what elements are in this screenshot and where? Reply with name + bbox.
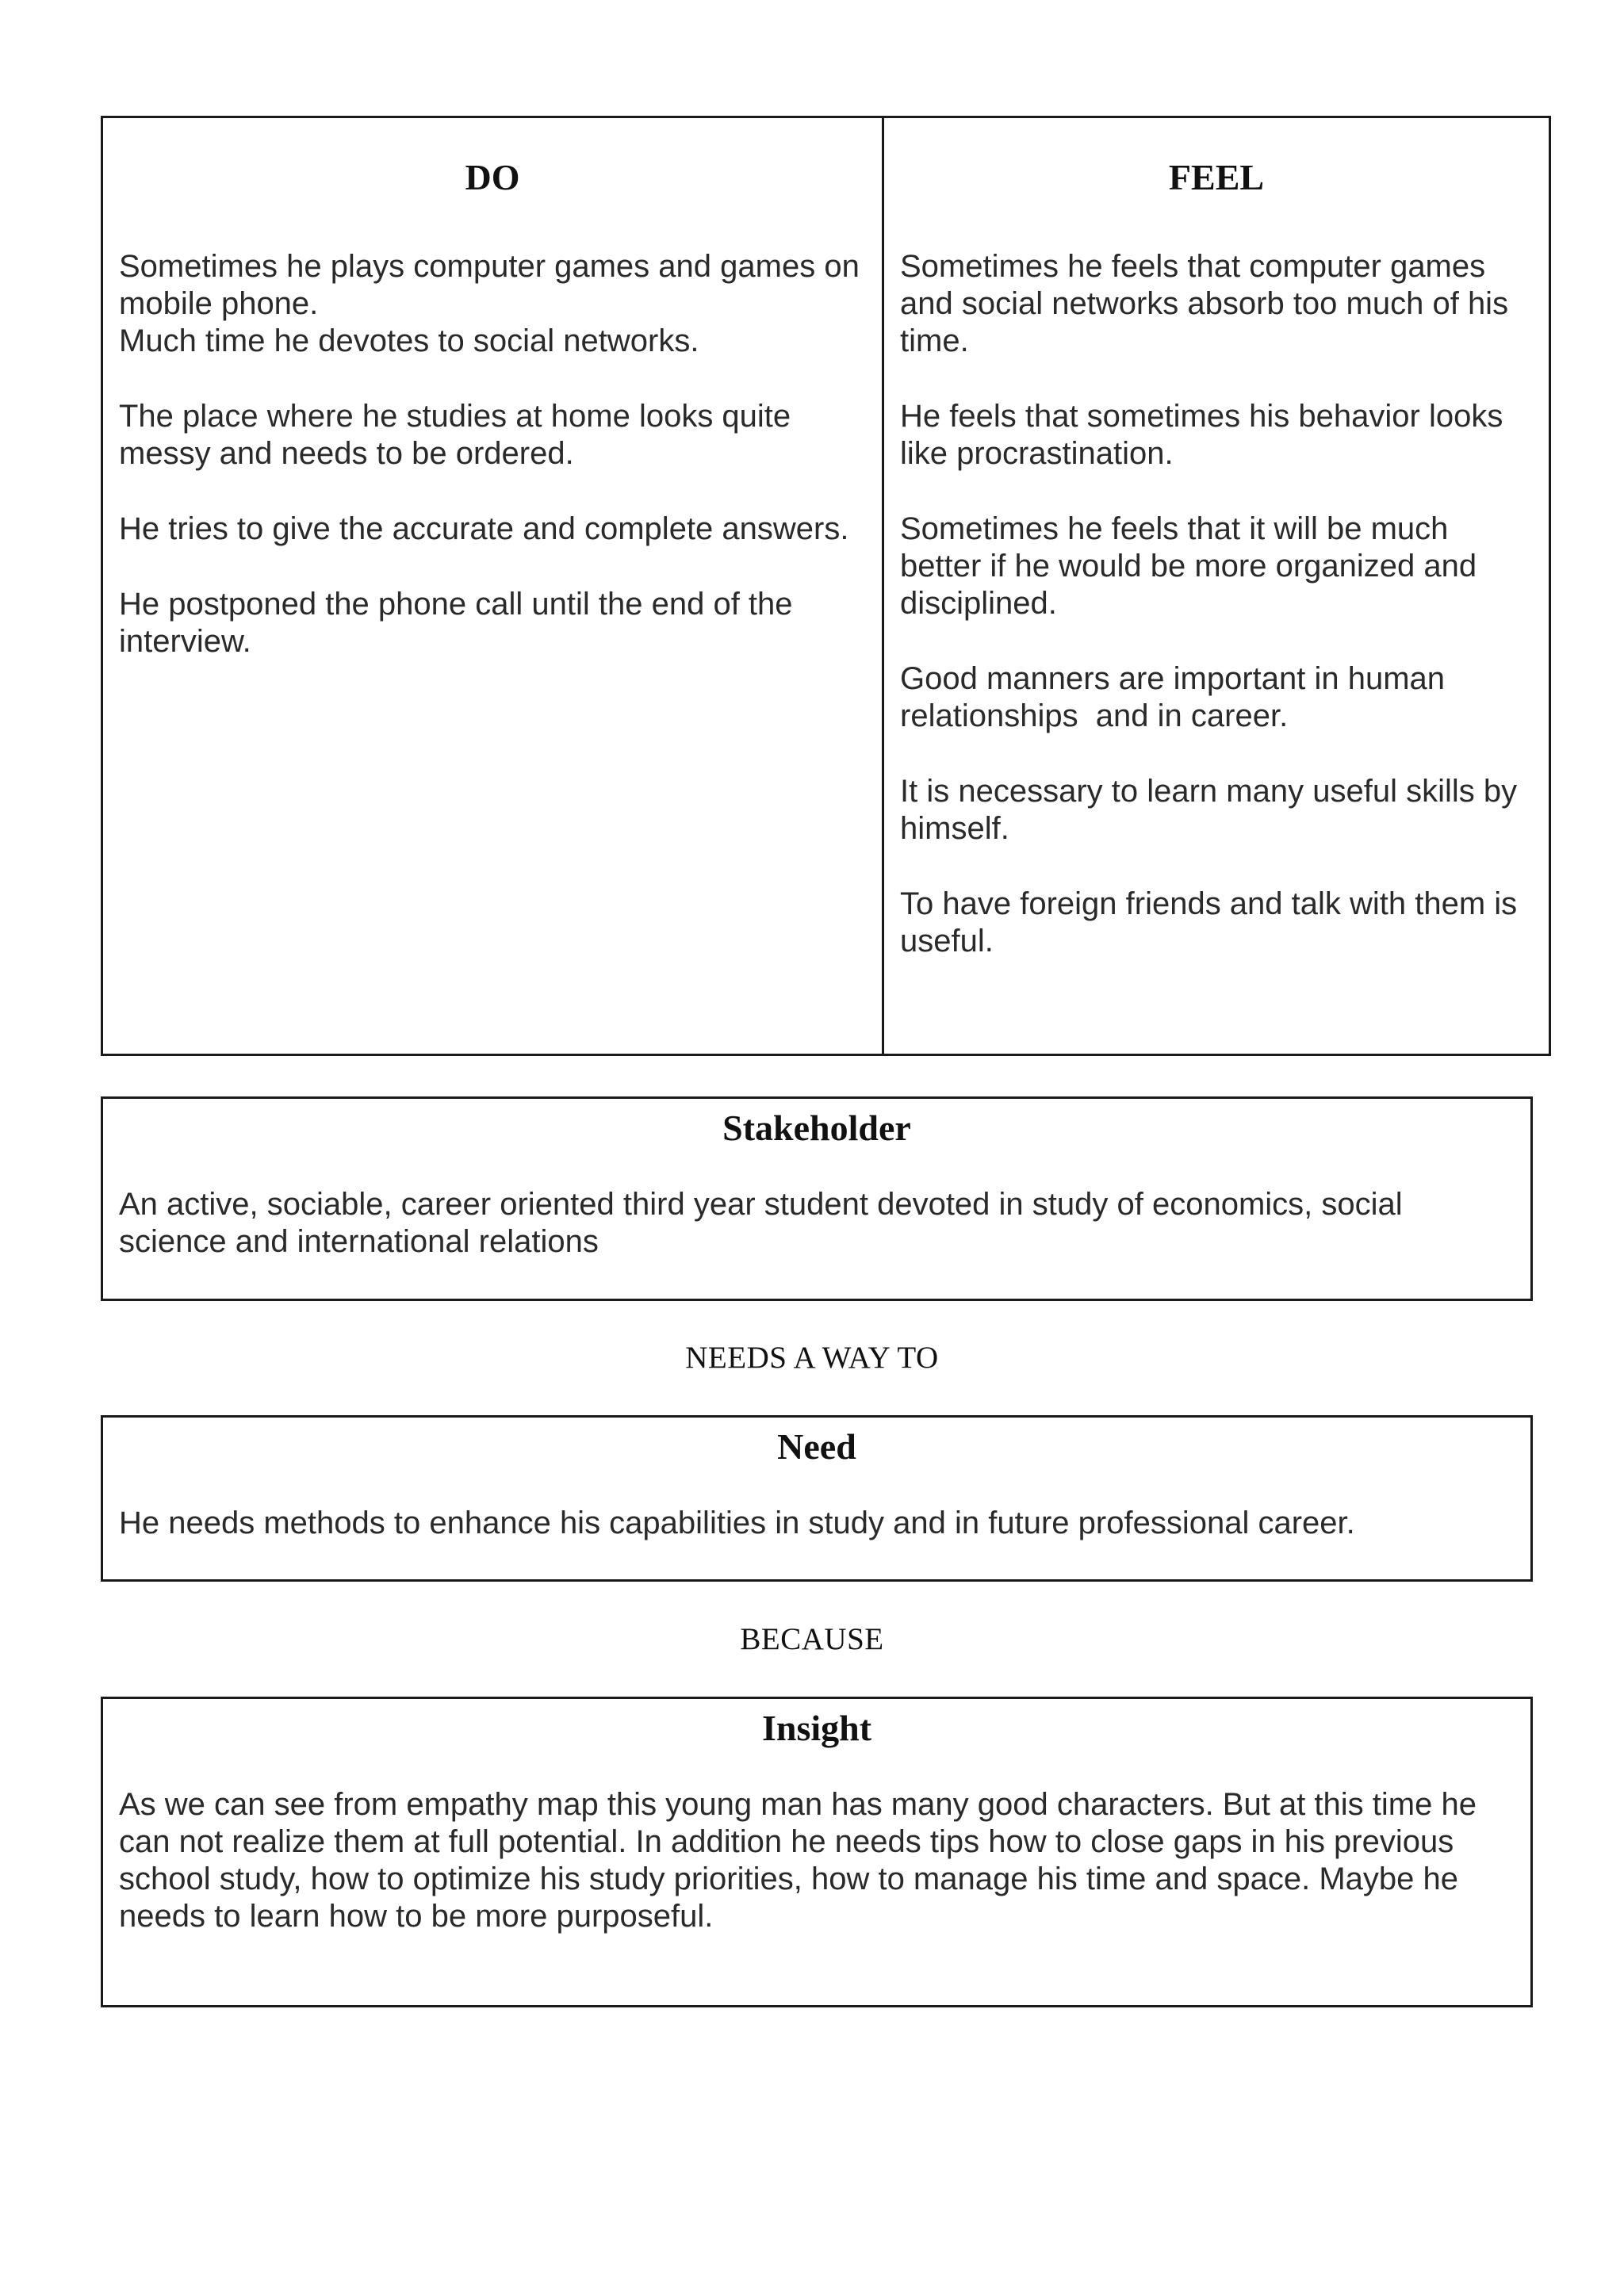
do-paragraph: The place where he studies at home looks quite messy and needs to be ordered. (119, 399, 800, 471)
feel-paragraph: He feels that sometimes his behavior looks like procrastination. (900, 399, 1512, 471)
stakeholder-box (101, 1096, 1533, 1301)
empathy-map-table (101, 116, 1551, 1056)
feel-heading: FEEL (1168, 157, 1265, 197)
insight-text: As we can see from empathy map this young man has many good characters. But at this time he can not realize them at full potential. In addition he needs tips how to close gaps in his previous school study, how to optimize his study priorities, how to manage his time and space. Maybe he needs to learn how to be more purposeful. (119, 1787, 1477, 1934)
do-paragraph: Sometimes he plays computer games and games on mobile phone. Much time he devotes to social networks. (119, 249, 860, 358)
do-paragraph: He postponed the phone call until the end of the interview. (119, 587, 802, 659)
need-heading: Need (777, 1426, 856, 1467)
insight-heading: Insight (761, 1708, 872, 1748)
stakeholder-text: An active, sociable, career oriented third year student devoted in study of economics, social science and international relations (119, 1187, 1403, 1259)
do-paragraph: He tries to give the accurate and complete answers. (119, 511, 849, 546)
feel-paragraph: Sometimes he feels that it will be much better if he would be more organized and disciplined. (900, 511, 1486, 621)
feel-column (884, 118, 1549, 1054)
needs-a-way-to-connector: NEEDS A WAY TO (685, 1341, 939, 1375)
do-column (103, 118, 884, 1054)
do-heading: DO (465, 157, 520, 197)
need-text: He needs methods to enhance his capabilities in study and in future professional career. (119, 1506, 1355, 1540)
insight-box (101, 1697, 1533, 2007)
feel-paragraph: Good manners are important in human relationships and in career. (900, 661, 1454, 733)
feel-paragraph: It is necessary to learn many useful skills by himself. (900, 774, 1526, 846)
feel-paragraph: To have foreign friends and talk with them is useful. (900, 886, 1526, 959)
need-box (101, 1415, 1533, 1582)
feel-content (900, 248, 1538, 998)
do-content (119, 248, 866, 698)
stakeholder-heading: Stakeholder (722, 1108, 911, 1148)
feel-paragraph: Sometimes he feels that computer games and social networks absorb too much of his time. (900, 249, 1518, 358)
because-connector: BECAUSE (740, 1622, 884, 1656)
